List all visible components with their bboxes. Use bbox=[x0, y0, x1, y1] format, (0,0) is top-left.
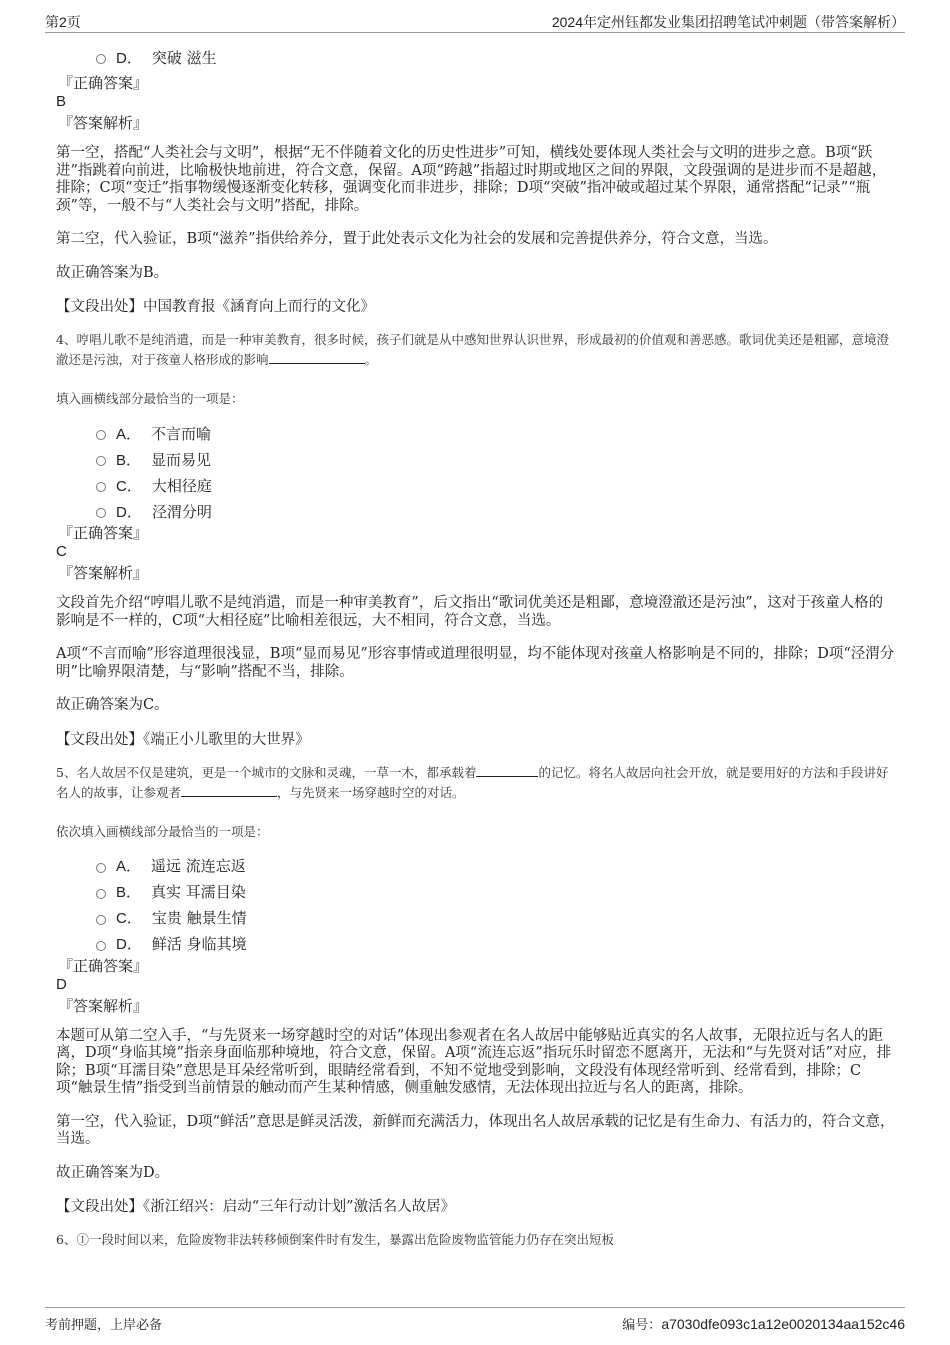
radio-icon[interactable] bbox=[96, 508, 106, 518]
option-q4-d[interactable]: D． 泾渭分明 bbox=[96, 498, 896, 524]
analysis-label: 『答案解析』 bbox=[58, 114, 149, 132]
question-prompt: 填入画横线部分最恰当的一项是： bbox=[56, 391, 244, 406]
radio-icon[interactable] bbox=[96, 54, 106, 64]
analysis-label: 『答案解析』 bbox=[58, 996, 149, 1015]
option-q5-a[interactable]: A． 遥远 流连忘返 bbox=[96, 853, 896, 879]
source-citation: 【文段出处】《端正小儿歌里的大世界》 bbox=[56, 731, 310, 748]
analysis-paragraph: 本题可从第二空入手，“与先贤来一场穿越时空的对话”体现出参观者在名人故居中能够贴近真实的名人故事，无限拉近与名人的距离，D项“身临其境”指亲身面临那种境地，符合文意，保留。A项“流连忘返”指玩乐时留恋不愿离开，无法和“与先贤对话”对应，排除；B项“耳濡目染”意思是耳朵经常听到，眼睛经常看到，不知不觉地受到影响，文段没有体现经常听到、经常看到，排除；C项“触景生情”指受到当前情景的触动而产生某种情感，侧重触发感情，无法体现出拉近与名人的距离，排除。 bbox=[56, 1027, 892, 1096]
fill-blank bbox=[476, 764, 538, 777]
analysis-paragraph: 第二空，代入验证，B项“滋养”指供给养分，置于此处表示文化为社会的发展和完善提供养分，符合文意，当选。 bbox=[56, 231, 778, 247]
analysis-paragraph: 第一空，代入验证，D项“鲜活”意思是鲜灵活泼，新鲜而充满活力，体现出名人故居承载的记忆是有生命力、有活力的，符合文意，当选。 bbox=[56, 1113, 895, 1147]
option-q5-d[interactable]: D． 鲜活 身临其境 bbox=[96, 931, 896, 957]
page-number: 第2页 bbox=[45, 14, 81, 30]
answer-label: 『正确答案』 bbox=[58, 956, 149, 975]
document-code: 编号：a7030dfe093c1a12e0020134aa152c46 bbox=[622, 1316, 905, 1333]
question-stem: 6、①一段时间以来，危险废物非法转移倾倒案件时有发生，暴露出危险废物监管能力仍存在突出短板 bbox=[56, 1232, 614, 1247]
option-q3-d[interactable]: D． 突破 滋生 bbox=[96, 44, 896, 70]
radio-icon[interactable] bbox=[96, 889, 106, 899]
fill-blank bbox=[269, 351, 365, 364]
option-q4-b[interactable]: B． 显而易见 bbox=[96, 446, 896, 472]
analysis-paragraph: 第一空，搭配“人类社会与文明”，根据“无不伴随着文化的历史性进步”可知，横线处要体现人类社会与文明的进步之意。B项“跃进”指跳着向前进，比喻极快地前进，符合文意，保留。A项“跨越”指超过时期或地区之间的界限，文段强调的是进步而不是超越，排除；C项“变迁”指事物缓慢逐渐变化转移，强调变化而非进步，排除；D项“突破”指冲破或超过某个界限，通常搭配“记录”“瓶颈”等，一般不与“人类社会与文明”搭配，排除。 bbox=[56, 145, 887, 214]
fill-blank bbox=[181, 784, 277, 797]
page-header bbox=[45, 10, 905, 33]
analysis-conclusion: 故正确答案为D。 bbox=[56, 1164, 170, 1181]
answer-value: D bbox=[56, 975, 67, 993]
radio-icon[interactable] bbox=[96, 915, 106, 925]
page-footer bbox=[45, 1307, 905, 1332]
option-q5-c[interactable]: C． 宝贵 触景生情 bbox=[96, 905, 896, 931]
answer-value: B bbox=[56, 93, 67, 110]
analysis-conclusion: 故正确答案为C。 bbox=[56, 697, 169, 713]
footer-slogan: 考前押题，上岸必备 bbox=[45, 1318, 163, 1333]
document-body bbox=[56, 44, 896, 1250]
document-title: 2024年定州钰都发业集团招聘笔试冲刺题（带答案解析） bbox=[551, 14, 905, 30]
radio-icon[interactable] bbox=[96, 863, 106, 873]
radio-icon[interactable] bbox=[96, 482, 106, 492]
option-q4-a[interactable]: A． 不言而喻 bbox=[96, 420, 896, 446]
radio-icon[interactable] bbox=[96, 456, 106, 466]
question-prompt: 依次填入画横线部分最恰当的一项是： bbox=[56, 823, 269, 839]
source-citation: 【文段出处】中国教育报《涵育向上而行的文化》 bbox=[56, 299, 375, 315]
radio-icon[interactable] bbox=[96, 941, 106, 951]
answer-label: 『正确答案』 bbox=[58, 74, 149, 92]
radio-icon[interactable] bbox=[96, 430, 106, 440]
question-stem: 4、哼唱儿歌不是纯消遣，而是一种审美教育，很多时候，孩子们就是从中感知世界认识世界，形成最初的价值观和善恶感。歌词优美还是粗鄙，意境澄澈还是污浊，对于孩童人格形成的影响 。 bbox=[56, 332, 889, 367]
analysis-paragraph: 文段首先介绍“哼唱儿歌不是纯消遣，而是一种审美教育”，后文指出“歌词优美还是粗鄙，意境澄澈还是污浊”，这对于孩童人格的影响是不一样的，C项“大相径庭”比喻相差很远，大不相同，符合文意，当选。 bbox=[56, 595, 884, 629]
option-q4-c[interactable]: C． 大相径庭 bbox=[96, 472, 896, 498]
option-q5-b[interactable]: B． 真实 耳濡目染 bbox=[96, 879, 896, 905]
analysis-label: 『答案解析』 bbox=[58, 564, 149, 582]
question-stem: 5、名人故居不仅是建筑，更是一个城市的文脉和灵魂，一草一木，都承载着 的记忆。将名人故居向社会开放，就是要用好的方法和手段讲好名人的故事，让参观者 ，与先贤来一场穿越时空的对话。 bbox=[56, 764, 889, 800]
analysis-paragraph: A项“不言而喻”形容道理很浅显，B项“显而易见”形容事情或道理很明显，均不能体现对孩童人格影响是不同的，排除；D项“泾渭分明”比喻界限清楚，与“影响”搭配不当，排除。 bbox=[56, 646, 895, 680]
source-citation: 【文段出处】《浙江绍兴：启动“三年行动计划”激活名人故居》 bbox=[56, 1199, 456, 1215]
answer-value: C bbox=[56, 543, 67, 560]
analysis-conclusion: 故正确答案为B。 bbox=[56, 264, 169, 281]
answer-label: 『正确答案』 bbox=[58, 524, 149, 542]
